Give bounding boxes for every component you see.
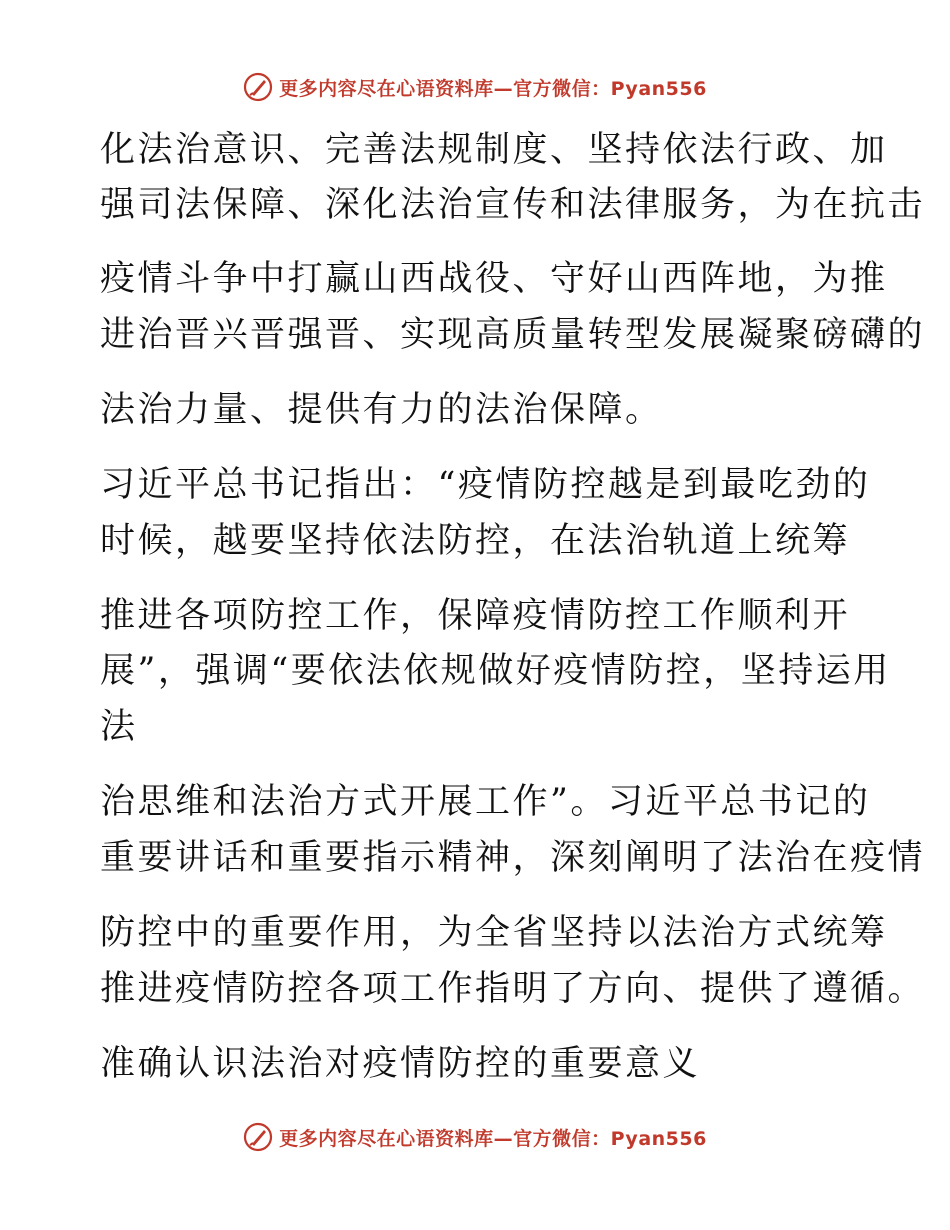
text-line: 展”，强调“要依法依规做好疫情防控，坚持运用 xyxy=(100,651,891,691)
footer-banner xyxy=(0,1122,950,1152)
text-line: 重要讲话和重要指示精神，深刻阐明了法治在疫情 xyxy=(100,838,926,878)
text-line: 法 xyxy=(100,707,138,747)
text-line: 准确认识法治对疫情防控的重要意义 xyxy=(100,1044,701,1084)
text-line: 疫情斗争中打赢山西战役、守好山西阵地，为推 xyxy=(100,259,888,299)
text-line: 强司法保障、深化法治宣传和法律服务，为在抗击 xyxy=(100,185,926,225)
text-line: 法治力量、提供有力的法治保障。 xyxy=(100,390,663,430)
text-line: 化法治意识、完善法规制度、坚持依法行政、加 xyxy=(100,130,888,170)
text-line: 推进各项防控工作，保障疫情防控工作顺利开 xyxy=(100,596,851,636)
quill-logo-icon xyxy=(243,1122,273,1152)
text-line: 推进疫情防控各项工作指明了方向、提供了遵循。 xyxy=(100,969,926,1009)
text-line: 防控中的重要作用，为全省坚持以法治方式统筹 xyxy=(100,913,888,953)
text-line: 治思维和法治方式开展工作”。习近平总书记的 xyxy=(100,782,871,822)
text-line: 时候，越要坚持依法防控，在法治轨道上统筹 xyxy=(100,521,851,561)
banner-text: 更多内容尽在心语资料库—官方微信：Pyan556 xyxy=(279,1127,707,1150)
text-line: 习近平总书记指出：“疫情防控越是到最吃劲的 xyxy=(100,465,871,505)
banner-text: 更多内容尽在心语资料库—官方微信：Pyan556 xyxy=(279,77,707,100)
text-line: 进治晋兴晋强晋、实现高质量转型发展凝聚磅礴的 xyxy=(100,315,926,355)
